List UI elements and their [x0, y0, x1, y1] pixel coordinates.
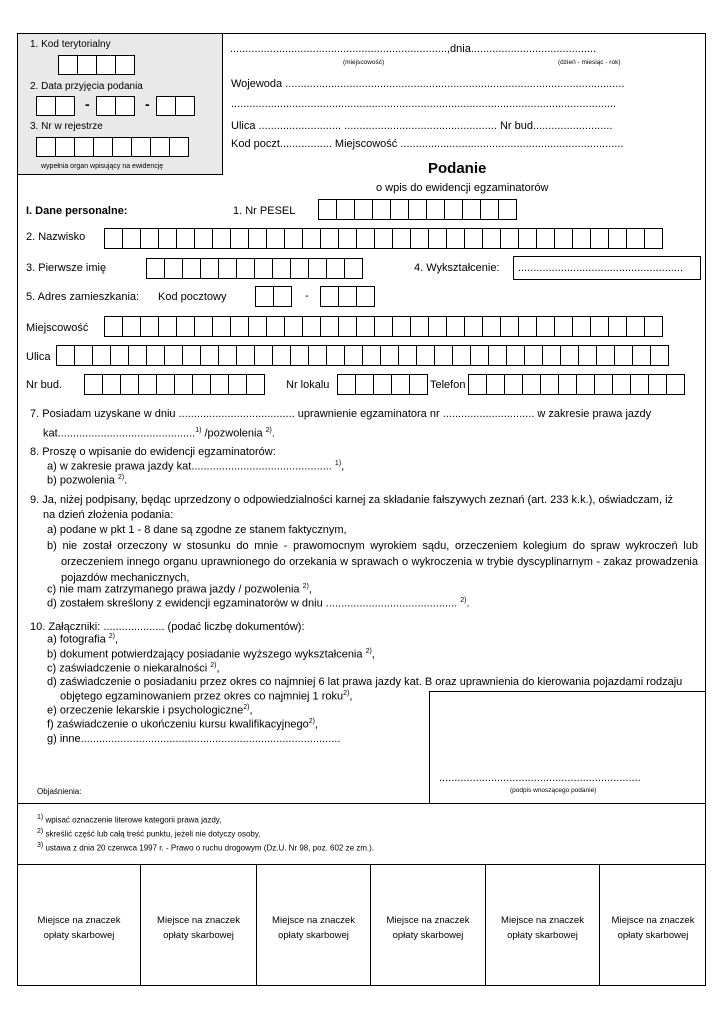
- date-dash: -: [85, 96, 90, 112]
- stamp-cell[interactable]: Miejsce na znaczek opłaty skarbowej: [386, 915, 470, 941]
- stamp-cell[interactable]: Miejsce na znaczek opłaty skarbowej: [37, 915, 121, 941]
- signature-box-left: [429, 691, 430, 803]
- sec10-d1: d) zaświadczenie o posiadaniu przez okres co najmniej 6 lat prawa jazdy kat. B oraz uprawnienia do kierowania pojazdami rodzaju: [47, 676, 683, 688]
- miejscowosc-boxes[interactable]: [105, 316, 663, 337]
- data-day-boxes[interactable]: [37, 96, 75, 116]
- sec10-f: f) zaświadczenie o ukończeniu kursu kwalifikacyjnego$^{2)}$,: [47, 718, 318, 731]
- divider-stamps: [17, 864, 706, 865]
- footnote-2: $^{2)}$ skreślić część lub całą treść punktu, jeżeli nie dotyczy osoby,: [37, 828, 261, 839]
- sec7-line1: 7. Posiadam uzyskane w dniu ...................................... uprawnienie egzaminatora nr .............................. w zakresie prawa jazdy: [30, 408, 652, 420]
- wojewoda-line[interactable]: Wojewoda ...............................................................................................................: [231, 78, 625, 90]
- kod-pocztowy-label: Kod pocztowy: [158, 291, 227, 303]
- signature-line[interactable]: ..................................................................: [439, 772, 641, 784]
- kod-dash: -: [305, 290, 309, 302]
- nr-lokalu-label: Nr lokalu: [286, 379, 330, 391]
- telefon-boxes[interactable]: [469, 374, 685, 395]
- sec9-line2: na dzień złożenia podania:: [43, 509, 174, 521]
- kod-pocztowy-boxes-2[interactable]: [321, 286, 375, 307]
- nazwisko-label: 2. Nazwisko: [26, 231, 86, 243]
- office-note: wypełnia organ wpisujący na ewidencję: [41, 163, 164, 170]
- sec8-b: b) pozwolenia $^{2)}$.: [47, 474, 128, 487]
- nr-lokalu-boxes[interactable]: [338, 374, 428, 395]
- wyksztalcenie-dots: ......................................................: [518, 262, 684, 274]
- footnote-3: $^{3)}$ ustawa z dnia 20 czerwca 1997 r. - Prawo o ruchu drogowym (Dz.U. Nr 98, poz. 602 ze zm.).: [37, 842, 375, 853]
- sec9-b: b) nie został orzeczony w stosunku do mnie - prawomocnym wyrokiem sądu, orzeczeniem kolegium do spraw wykroczeń lub orzeczeniem innego organu uprawnionego do orzekania w sprawach o wykroczenia w trybie dyscyplinarnym - zakaz prowadzenia pojazdów mechanicznych,: [47, 540, 698, 584]
- kod-terytorialny-boxes[interactable]: [59, 55, 135, 75]
- wyksztalcenie-label: 4. Wykształcenie:: [414, 262, 500, 274]
- sec8-a: a) w zakresie prawa jazdy kat.............................................. $^{1)}$,: [47, 460, 345, 473]
- sec9-d: d) zostałem skreślony z ewidencji egzaminatorów w dniu ........................................... $^{2)}$.: [47, 597, 470, 610]
- nr-rejestru-boxes[interactable]: [37, 137, 189, 157]
- sec10-g: g) inne.....................................................................................: [47, 733, 341, 745]
- wojewoda-line-2[interactable]: ..............................................................................................................................: [231, 98, 617, 110]
- data-przyjecia-label: 2. Data przyjęcia podania: [30, 81, 143, 92]
- imie-boxes[interactable]: [147, 258, 363, 279]
- data-month-boxes[interactable]: [97, 96, 135, 116]
- form-subtitle: o wpis do ewidencji egzaminatorów: [376, 182, 549, 194]
- pesel-boxes[interactable]: [319, 199, 517, 220]
- signature-hint: (podpis wnoszącego podanie): [510, 787, 597, 794]
- imie-label: 3. Pierwsze imię: [26, 262, 107, 274]
- nr-bud-boxes[interactable]: [85, 374, 265, 395]
- nr-bud-label: Nr bud.: [26, 379, 63, 391]
- date-dash: -: [145, 96, 150, 112]
- sec10-b: b) dokument potwierdzający posiadanie wyższego wykształcenia $^{2)}$,: [47, 648, 375, 661]
- data-year-boxes[interactable]: [157, 96, 195, 116]
- adres-label: 5. Adres zamieszkania:: [26, 291, 140, 303]
- section-personal: I. Dane personalne:: [26, 205, 128, 217]
- kod-pocztowy-boxes-1[interactable]: [256, 286, 292, 307]
- footnote-1: $^{1)}$ wpisać oznaczenie literowe kategorii prawa jazdy,: [37, 814, 222, 825]
- sec10-c: c) zaświadczenie o niekaralności $^{2)}$,: [47, 662, 220, 675]
- miejscowosc-label: Miejscowość: [26, 322, 89, 334]
- sec9-line1: 9. Ja, niżej podpisany, będąc uprzedzony o odpowiedzialności karnej za składanie fałszywych zeznań (art. 233 k.k.), oświadczam, iż: [30, 494, 674, 506]
- miejscowosc-hint: (miejscowość): [343, 59, 385, 66]
- telefon-label: Telefon: [430, 379, 466, 391]
- nazwisko-boxes[interactable]: [105, 228, 663, 249]
- stamp-cell[interactable]: Miejsce na znaczek opłaty skarbowej: [272, 915, 355, 941]
- nr-rejestru-label: 3. Nr w rejestrze: [30, 121, 103, 132]
- sec8-line1: 8. Proszę o wpisanie do ewidencji egzaminatorów:: [30, 446, 276, 458]
- ulica-line[interactable]: Ulica ........................... .................................................. Nr bud..........................: [231, 120, 613, 132]
- sec10-a: a) fotografia $^{2)}$,: [47, 633, 119, 646]
- sec9-a: a) podane w pkt 1 - 8 dane są zgodne ze stanem faktycznym,: [47, 524, 347, 536]
- sec9-c: c) nie mam zatrzymanego prawa jazdy / pozwolenia $^{2)}$,: [47, 583, 312, 596]
- kod-line[interactable]: Kod poczt................. Miejscowość .........................................................................: [231, 138, 624, 150]
- stamp-cell[interactable]: Miejsce na znaczek opłaty skarbowej: [501, 915, 584, 941]
- ulica-label: Ulica: [26, 351, 51, 363]
- sec7-line2: kat.............................................$^{1)}$ /pozwolenia $^{2)}$.: [43, 427, 275, 440]
- place-date-line[interactable]: .......................................................................,dnia.........................................: [230, 43, 597, 55]
- pesel-label: 1. Nr PESEL: [233, 205, 296, 217]
- divider-footnotes: [17, 803, 706, 804]
- data-hint: (dzień - miesiąc - rok): [558, 59, 621, 66]
- ulica-boxes[interactable]: [57, 345, 669, 366]
- sec10-d2: objętego egzaminowaniem przez okres co najmniej 1 roku$^{2)}$,: [60, 690, 353, 703]
- form-title: Podanie: [428, 160, 487, 177]
- objasnienia-label: Objaśnienia:: [37, 787, 82, 796]
- stamp-cell[interactable]: Miejsce na znaczek opłaty skarbowej: [157, 915, 240, 941]
- sec10-e: e) orzeczenie lekarskie i psychologiczne$^{2)}$,: [47, 704, 253, 717]
- kod-terytorialny-label: 1. Kod terytorialny: [30, 39, 111, 50]
- stamp-cell[interactable]: Miejsce na znaczek opłaty skarbowej: [611, 915, 695, 941]
- sec10-line1: 10. Załączniki: .................... (podać liczbę dokumentów):: [30, 621, 305, 633]
- signature-box-top: [429, 691, 706, 692]
